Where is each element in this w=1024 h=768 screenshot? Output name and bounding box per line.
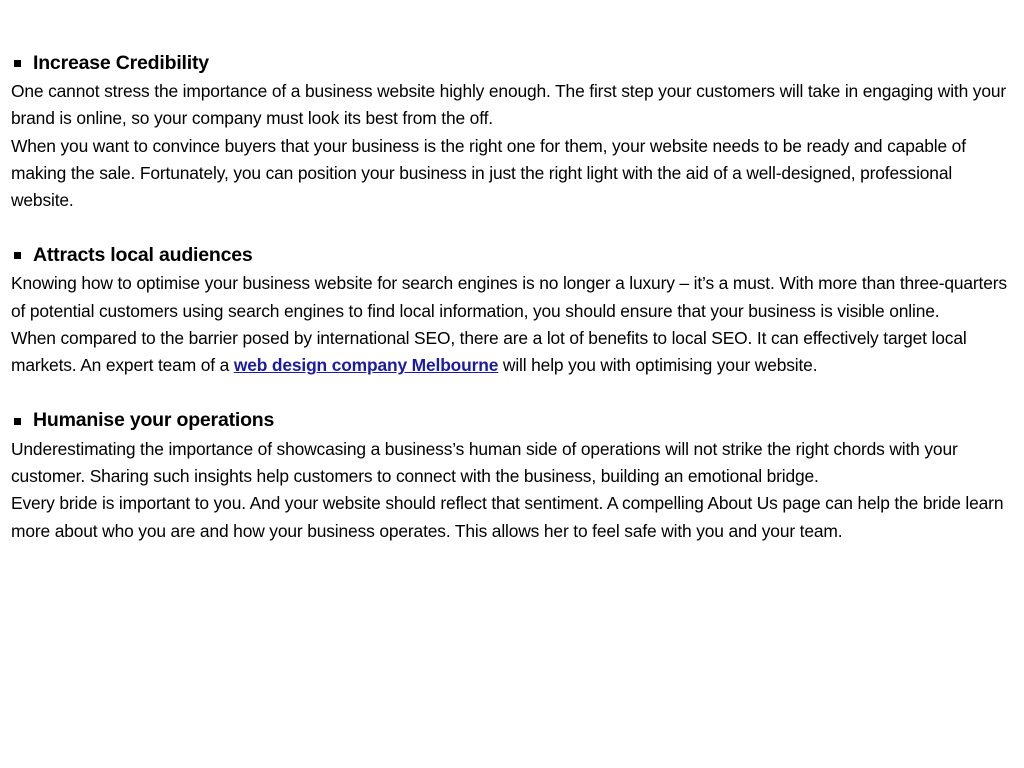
- square-bullet-icon: [14, 252, 21, 259]
- section-attracts-local-audiences: [11, 240, 1014, 379]
- section-heading: Attracts local audiences: [33, 243, 253, 266]
- section-paragraph: One cannot stress the importance of a business website highly enough. The first step your customers will take in engaging with your brand is online, so your company must look its best from the off.: [11, 81, 1007, 129]
- paragraph-text-after-link: will help you with optimising your website.: [498, 355, 818, 376]
- section-heading-row: [11, 48, 1014, 78]
- section-paragraph: Underestimating the importance of showcasing a business’s human side of operations will not strike the right chords with your customer. Sharing such insights help customers to connect with the business, building an emotional bridge.: [11, 438, 958, 486]
- web-design-company-melbourne-link[interactable]: web design company Melbourne: [233, 355, 499, 376]
- section-humanise-your-operations: [11, 406, 1014, 545]
- square-bullet-icon: [14, 418, 21, 425]
- section-paragraph-with-link: [11, 325, 1014, 380]
- section-paragraph: Every bride is important to you. And your website should reflect that sentiment. A compelling About Us page can help the bride learn more about who you are and how your business operates. This allows her to feel safe with you and your team.: [11, 493, 1004, 541]
- section-heading-row: [11, 240, 1014, 270]
- section-heading: Humanise your operations: [33, 409, 275, 432]
- section-paragraph: Knowing how to optimise your business website for search engines is no longer a luxury – it’s a must. With more than three-quarters of potential customers using search engines to find local information, you should ensure that your business is visible online.: [11, 273, 1007, 321]
- section-paragraph: When you want to convince buyers that your business is the right one for them, your website needs to be ready and capable of making the sale. Fortunately, you can position your business in just the right light with the aid of a well-designed, professional website.: [11, 135, 966, 211]
- square-bullet-icon: [14, 60, 21, 67]
- section-increase-credibility: [11, 48, 1014, 214]
- section-heading-row: [11, 406, 1014, 436]
- paragraph-text-before-link: When compared to the barrier posed by international SEO, there are a lot of benefits to local SEO. It can effectively target local markets. An expert team of a: [11, 328, 967, 376]
- section-heading: Increase Credibility: [33, 51, 209, 74]
